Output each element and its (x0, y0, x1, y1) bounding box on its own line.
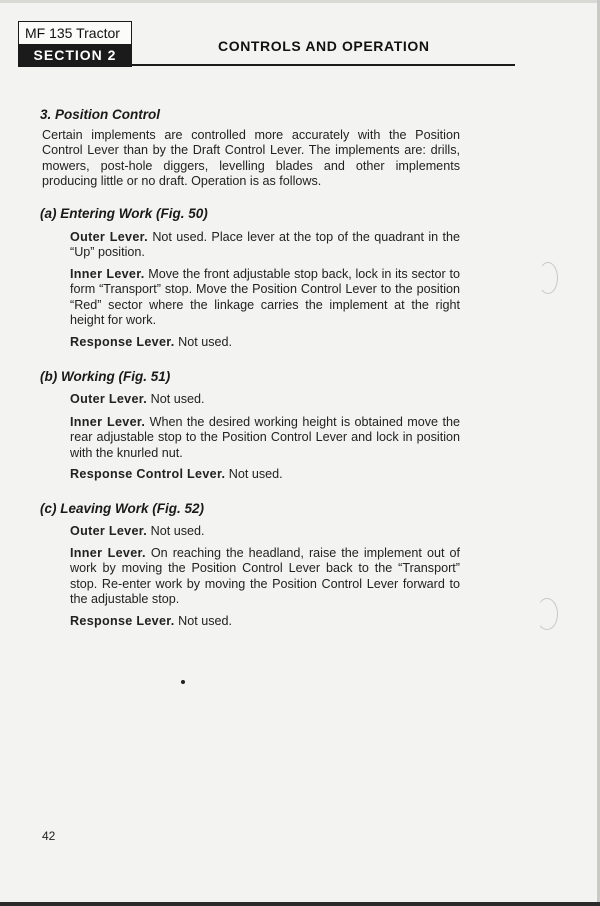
header-rule (130, 64, 515, 66)
item-label: Inner Lever. (70, 415, 146, 429)
page-title: CONTROLS AND OPERATION (218, 38, 430, 54)
item-label: Outer Lever. (70, 524, 148, 538)
item-label: Outer Lever. (70, 392, 148, 406)
subsection-heading-working: (b) Working (Fig. 51) (40, 369, 171, 384)
scan-smudge (538, 262, 558, 294)
item-text: Not used. (178, 335, 233, 349)
header-section-label: SECTION 2 (19, 44, 131, 66)
item-inner-lever-leaving (70, 546, 460, 608)
page-edge-bottom (0, 902, 600, 906)
header-tab (18, 21, 132, 67)
item-outer-lever-working (70, 392, 460, 407)
item-text: When the desired working height is obtained move the rear adjustable stop to the Position Control Lever and lock in position with the knurled nut. (70, 415, 460, 460)
item-label: Inner Lever. (70, 546, 146, 560)
item-text: Not used. (150, 392, 205, 406)
item-outer-lever-entering (70, 230, 460, 261)
item-text: Not used. (228, 467, 283, 481)
scan-speck (181, 680, 185, 684)
item-label: Response Control Lever. (70, 467, 226, 481)
intro-paragraph: Certain implements are controlled more accurately with the Position Control Lever than by the Draft Control Lever. The implements are: drills, mowers, post-hole diggers, levelling blades and other implements producing little or no draft. Operation is as follows. (42, 128, 460, 189)
scan-smudge (536, 598, 558, 630)
item-label: Inner Lever. (70, 267, 145, 281)
page-number: 42 (42, 829, 56, 843)
item-label: Response Lever. (70, 614, 175, 628)
item-label: Response Lever. (70, 335, 175, 349)
item-text: Not used. (178, 614, 233, 628)
subsection-heading-entering-work: (a) Entering Work (Fig. 50) (40, 206, 208, 221)
item-text: Move the front adjustable stop back, lock in its sector to form “Transport” stop. Move the Position Control Lever to the position “Red” sector where the linkage carries the implement at the right height for work. (70, 267, 460, 328)
subsection-heading-leaving-work: (c) Leaving Work (Fig. 52) (40, 501, 205, 516)
item-inner-lever-working (70, 415, 460, 461)
item-inner-lever-entering (70, 267, 460, 329)
item-text: Not used. Place lever at the top of the quadrant in the “Up” position. (70, 230, 460, 260)
header-model: MF 135 Tractor (25, 25, 120, 41)
item-response-lever-entering (70, 335, 460, 350)
page-edge-top (0, 0, 600, 3)
item-response-lever-leaving (70, 614, 460, 629)
item-text: On reaching the headland, raise the implement out of work by moving the Position Control Lever back to the “Transport” stop. Re-enter work by moving the Position Control Lever forward to the adjustable stop. (70, 546, 461, 607)
item-outer-lever-leaving (70, 524, 460, 539)
item-label: Outer Lever. (70, 230, 148, 244)
section-heading: 3. Position Control (40, 107, 160, 122)
item-text: Not used. (150, 524, 205, 538)
item-response-control-lever-working (70, 467, 460, 482)
